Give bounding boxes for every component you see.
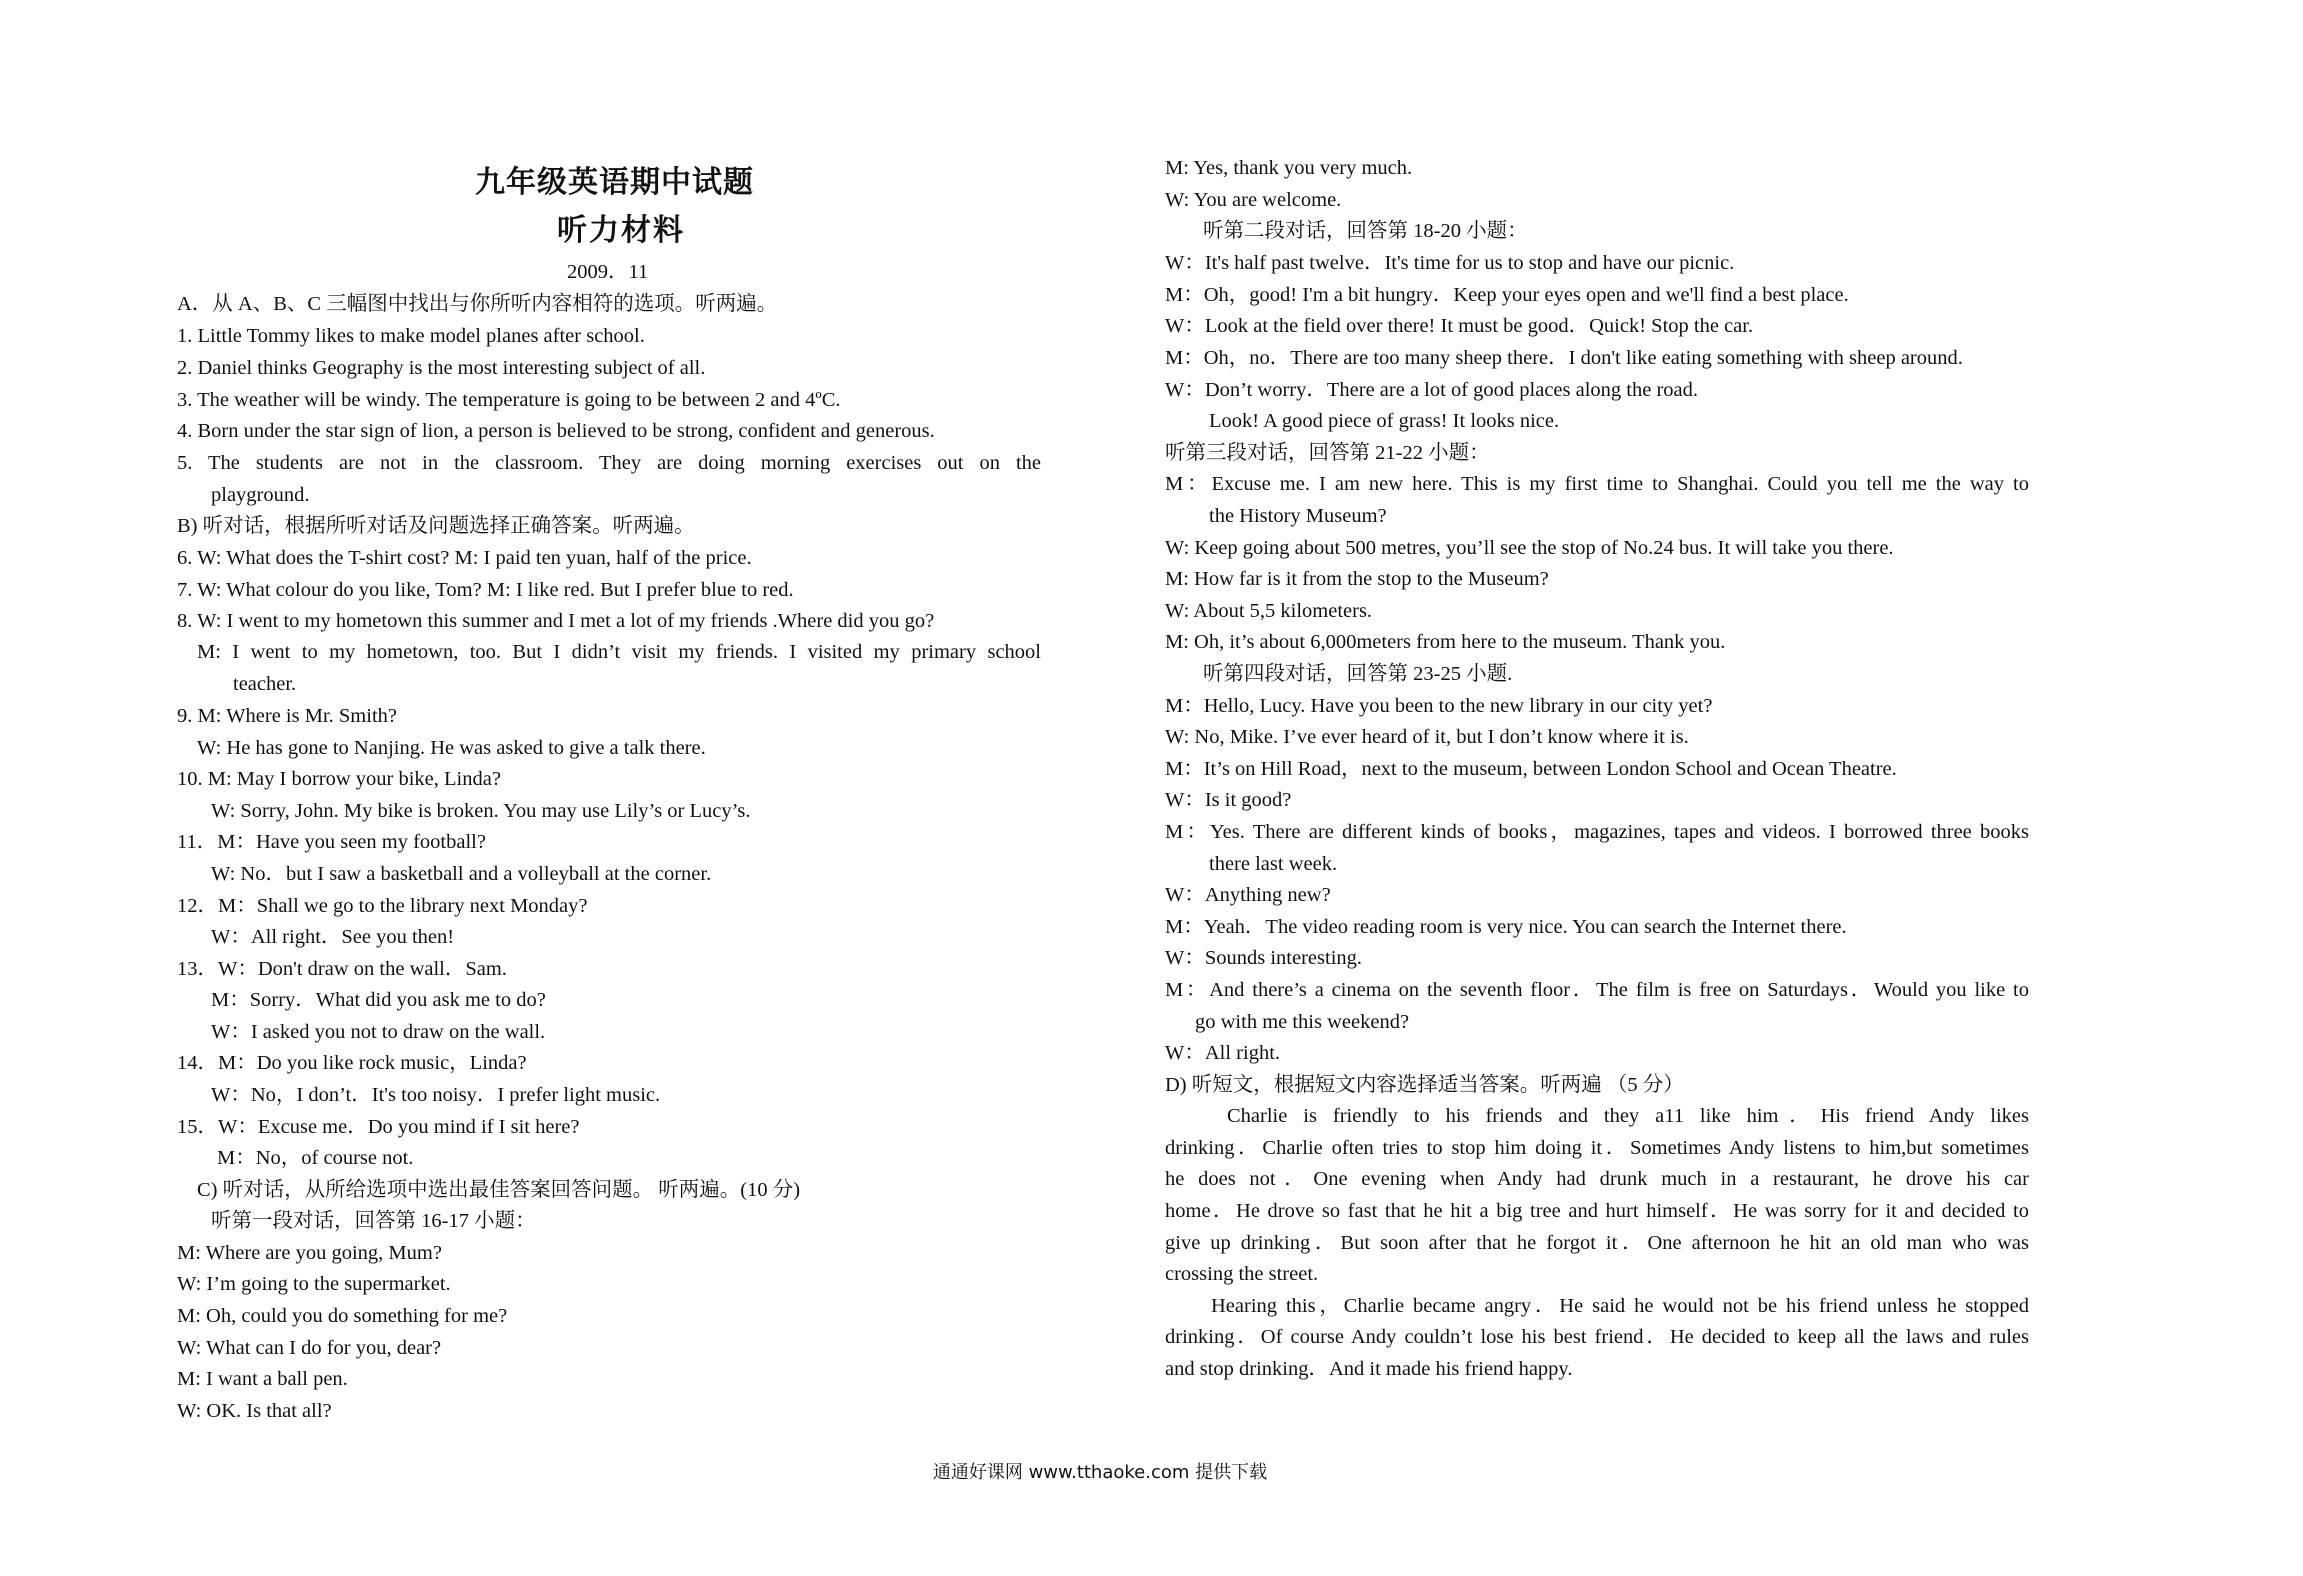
text-line: M：Yes. There are different kinds of books，magazines, tapes and videos. I borrowed three books <box>1165 821 2029 843</box>
paragraph-line: give up drinking．But soon after that he forgot it．One afternoon he hit an old man who was <box>1165 1232 2029 1254</box>
text-line: 12．M：Shall we go to the library next Monday? <box>177 895 588 917</box>
text-line: W: Keep going about 500 metres, you’ll see the stop of No.24 bus. It will take you there. <box>1165 537 1894 559</box>
dialogue-heading: 听第一段对话，回答第 16-17 小题： <box>211 1210 536 1232</box>
text-line: W：I asked you not to draw on the wall. <box>211 1021 546 1043</box>
text-line: M: Yes, thank you very much. <box>1165 157 1413 179</box>
text-line: 15．W：Excuse me．Do you mind if I sit here? <box>177 1116 580 1138</box>
text-line: W: About 5,5 kilometers. <box>1165 600 1373 622</box>
text-line: 9. M: Where is Mr. Smith? <box>177 705 397 727</box>
text-line: 6. W: What does the T-shirt cost? M: I paid ten yuan, half of the price. <box>177 547 752 569</box>
text-line: 1. Little Tommy likes to make model planes after school. <box>177 325 645 347</box>
section-a-heading: A．从 A、B、C 三幅图中找出与你所听内容相符的选项。听两遍。 <box>177 293 778 315</box>
text-line: W: What can I do for you, dear? <box>177 1337 442 1359</box>
text-line: the History Museum? <box>1209 505 1387 527</box>
text-line: Look! A good piece of grass! It looks nice. <box>1209 410 1560 432</box>
text-line: M：Hello, Lucy. Have you been to the new library in our city yet? <box>1165 695 1713 717</box>
text-line: 5. The students are not in the classroom. They are doing morning exercises out on the <box>177 452 1041 474</box>
text-line: 14．M：Do you like rock music，Linda? <box>177 1052 527 1074</box>
paragraph-line: drinking．Of course Andy couldn’t lose his best friend．He decided to keep all the laws and rules <box>1165 1326 2029 1348</box>
page-title: 九年级英语期中试题 <box>475 166 754 199</box>
text-line: W: He has gone to Nanjing. He was asked to give a talk there. <box>197 737 706 759</box>
text-line: 8. W: I went to my hometown this summer and I met a lot of my friends .Where did you go? <box>177 610 935 632</box>
dialogue-heading: 听第四段对话，回答第 23-25 小题. <box>1203 663 1513 685</box>
text-line: playground. <box>211 484 310 506</box>
paragraph-line: crossing the street. <box>1165 1263 1319 1285</box>
section-d-heading: D) 听短文，根据短文内容选择适当答案。听两遍 （5 分） <box>1165 1074 1684 1096</box>
paragraph-line: Charlie is friendly to his friends and they a11 like him．His friend Andy likes <box>1227 1105 2029 1127</box>
text-line: 7. W: What colour do you like, Tom? M: I like red. But I prefer blue to red. <box>177 579 794 601</box>
text-line: M: Where are you going, Mum? <box>177 1242 442 1264</box>
text-line: M: I want a ball pen. <box>177 1368 348 1390</box>
text-line: W: You are welcome. <box>1165 189 1342 211</box>
section-b-heading: B) 听对话，根据所听对话及问题选择正确答案。听两遍。 <box>177 515 695 537</box>
paragraph-line: he does not．One evening when Andy had drunk much in a restaurant, he drove his car <box>1165 1168 2029 1190</box>
text-line: W：It's half past twelve．It's time for us to stop and have our picnic. <box>1165 252 1735 274</box>
exam-date: 2009．11 <box>567 261 649 283</box>
dialogue-heading: 听第三段对话，回答第 21-22 小题： <box>1165 442 1490 464</box>
text-line: W：Anything new? <box>1165 884 1331 906</box>
text-line: M：Excuse me. I am new here. This is my first time to Shanghai. Could you tell me the way to <box>1165 473 2029 495</box>
footer-credit: 通通好课网 www.tthaoke.com 提供下载 <box>932 1462 1268 1483</box>
text-line: W: Sorry, John. My bike is broken. You may use Lily’s or Lucy’s. <box>211 800 751 822</box>
text-line: W：All right. <box>1165 1042 1281 1064</box>
paragraph-line: drinking．Charlie often tries to stop him doing it．Sometimes Andy listens to him,but sometimes <box>1165 1137 2029 1159</box>
text-line: W: No．but I saw a basketball and a volleyball at the corner. <box>211 863 712 885</box>
text-line: W：Look at the field over there! It must be good．Quick! Stop the car. <box>1165 315 1754 337</box>
dialogue-heading: 听第二段对话，回答第 18-20 小题： <box>1203 220 1528 242</box>
text-line: W：Is it good? <box>1165 789 1292 811</box>
text-line: M：Sorry．What did you ask me to do? <box>211 989 546 1011</box>
text-line: M: I went to my hometown, too. But I didn’t visit my friends. I visited my primary school <box>197 641 1041 663</box>
text-line: 2. Daniel thinks Geography is the most interesting subject of all. <box>177 357 706 379</box>
text-line: W：Don’t worry．There are a lot of good places along the road. <box>1165 379 1699 401</box>
text-line: 13．W：Don't draw on the wall．Sam. <box>177 958 507 980</box>
text-line: there last week. <box>1209 853 1338 875</box>
text-line: W：Sounds interesting. <box>1165 947 1363 969</box>
text-line: 10. M: May I borrow your bike, Linda? <box>177 768 501 790</box>
text-line: W：All right．See you then! <box>211 926 455 948</box>
text-line: 3. The weather will be windy. The temperature is going to be between 2 and 4ºC. <box>177 389 841 411</box>
text-line: M：Oh，good! I'm a bit hungry．Keep your eyes open and we'll find a best place. <box>1165 284 1849 306</box>
paragraph-line: home．He drove so fast that he hit a big tree and hurt himself．He was sorry for it and decided to <box>1165 1200 2029 1222</box>
text-line: W: I’m going to the supermarket. <box>177 1273 451 1295</box>
text-line: teacher. <box>233 673 297 695</box>
text-line: 11．M：Have you seen my football? <box>177 831 486 853</box>
text-line: 4. Born under the star sign of lion, a person is believed to be strong, confident and generous. <box>177 420 935 442</box>
text-line: M：It’s on Hill Road，next to the museum, between London School and Ocean Theatre. <box>1165 758 1897 780</box>
paragraph-line: and stop drinking．And it made his friend happy. <box>1165 1358 1573 1380</box>
text-line: M: Oh, could you do something for me? <box>177 1305 508 1327</box>
page-subtitle: 听力材料 <box>557 214 685 247</box>
paragraph-line: Hearing this，Charlie became angry．He said he would not be his friend unless he stopped <box>1211 1295 2029 1317</box>
text-line: W: OK. Is that all? <box>177 1400 332 1422</box>
text-line: M：Yeah．The video reading room is very nice. You can search the Internet there. <box>1165 916 1847 938</box>
text-line: M：No，of course not. <box>217 1147 414 1169</box>
text-line: M：And there’s a cinema on the seventh floor．The film is free on Saturdays．Would you like to <box>1165 979 2029 1001</box>
section-c-heading: C) 听对话，从所给选项中选出最佳答案回答问题。 听两遍。(10 分) <box>197 1179 801 1201</box>
text-line: M：Oh，no．There are too many sheep there．I don't like eating something with sheep around. <box>1165 347 1963 369</box>
text-line: M: How far is it from the stop to the Museum? <box>1165 568 1549 590</box>
text-line: W：No，I don’t．It's too noisy．I prefer light music. <box>211 1084 661 1106</box>
text-line: M: Oh, it’s about 6,000meters from here to the museum. Thank you. <box>1165 631 1726 653</box>
text-line: go with me this weekend? <box>1195 1011 1410 1033</box>
text-line: W: No, Mike. I’ve ever heard of it, but I don’t know where it is. <box>1165 726 1689 748</box>
